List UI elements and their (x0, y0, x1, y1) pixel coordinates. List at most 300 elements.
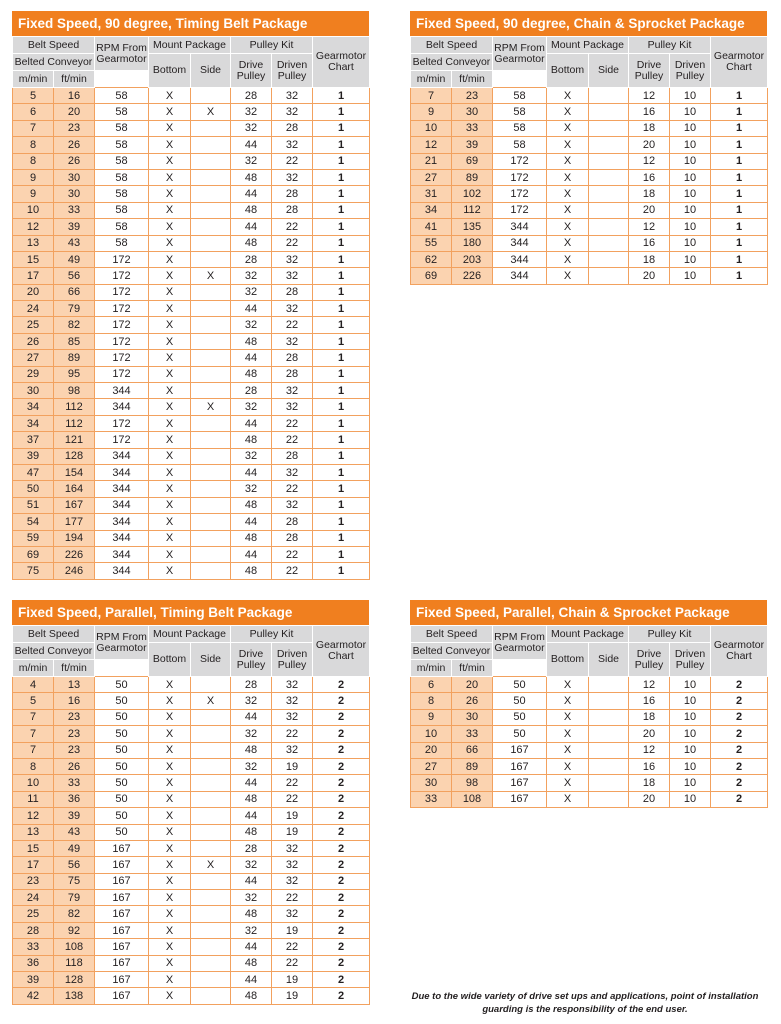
table-row (411, 268, 768, 284)
driven-pulley-cell: 10 (670, 726, 711, 742)
table-title: Fixed Speed, 90 degree, Timing Belt Package (12, 11, 369, 36)
side-mount-cell (191, 432, 231, 448)
speed-m-min-cell: 5 (13, 88, 54, 104)
speed-m-min-cell: 7 (411, 88, 452, 104)
driven-pulley-cell: 10 (670, 791, 711, 807)
gearmotor-chart-cell: 1 (711, 88, 768, 104)
gearmotor-chart-cell: 2 (711, 693, 768, 709)
bottom-mount-cell: X (149, 88, 191, 104)
bottom-mount-cell: X (149, 791, 191, 807)
side-mount-cell (191, 890, 231, 906)
driven-pulley-cell: 22 (272, 726, 313, 742)
rpm-cell: 344 (493, 251, 547, 267)
rpm-cell: 167 (95, 857, 149, 873)
rpm-cell: 167 (95, 988, 149, 1004)
side-mount-cell (589, 153, 629, 169)
side-mount-cell (191, 906, 231, 922)
speed-ft-min-cell: 108 (54, 939, 95, 955)
rpm-cell: 167 (493, 791, 547, 807)
speed-ft-min-cell: 26 (54, 153, 95, 169)
rpm-cell: 58 (95, 169, 149, 185)
drive-pulley-cell: 48 (231, 530, 272, 546)
speed-ft-min-cell: 226 (452, 268, 493, 284)
rpm-cell: 58 (95, 219, 149, 235)
table-row (13, 301, 370, 317)
speed-ft-min-cell: 30 (54, 186, 95, 202)
bottom-mount-cell: X (149, 350, 191, 366)
driven-pulley-cell: 28 (272, 530, 313, 546)
speed-m-min-cell: 62 (411, 251, 452, 267)
speed-ft-min-cell: 39 (452, 137, 493, 153)
table-row (411, 137, 768, 153)
bottom-mount-cell: X (547, 251, 589, 267)
rpm-cell: 344 (95, 399, 149, 415)
speed-m-min-cell: 26 (13, 333, 54, 349)
driven-pulley-cell: 19 (272, 808, 313, 824)
speed-m-min-cell: 34 (13, 399, 54, 415)
speed-ft-min-cell: 154 (54, 464, 95, 480)
gearmotor-chart-cell: 2 (313, 857, 370, 873)
table-row (13, 366, 370, 382)
drive-pulley-cell: 12 (629, 742, 670, 758)
speed-ft-min-cell: 92 (54, 922, 95, 938)
driven-pulley-cell: 22 (272, 939, 313, 955)
table-row (13, 169, 370, 185)
m-min-header: m/min (13, 660, 54, 677)
driven-pulley-cell: 22 (272, 546, 313, 562)
rpm-cell: 58 (493, 88, 547, 104)
rpm-cell: 344 (95, 546, 149, 562)
drive-pulley-cell: 28 (231, 677, 272, 693)
drive-pulley-cell: 48 (231, 955, 272, 971)
table-row (13, 399, 370, 415)
bottom-mount-cell: X (149, 857, 191, 873)
gearmotor-chart-cell: 2 (711, 775, 768, 791)
bottom-mount-cell: X (149, 890, 191, 906)
side-mount-cell (191, 546, 231, 562)
speed-ft-min-cell: 108 (452, 791, 493, 807)
speed-m-min-cell: 24 (13, 890, 54, 906)
speed-m-min-cell: 21 (411, 153, 452, 169)
gearmotor-chart-cell: 1 (313, 514, 370, 530)
driven-pulley-cell: 22 (272, 481, 313, 497)
rpm-cell: 58 (95, 186, 149, 202)
rpm-cell: 172 (95, 415, 149, 431)
speed-m-min-cell: 9 (13, 186, 54, 202)
speed-m-min-cell: 7 (13, 742, 54, 758)
driven-pulley-cell: 28 (272, 366, 313, 382)
table-row (13, 775, 370, 791)
table-row (411, 742, 768, 758)
speed-m-min-cell: 23 (13, 873, 54, 889)
rpm-header: RPM From Gearmotor (95, 626, 149, 660)
speed-table (410, 36, 768, 285)
speed-table (12, 625, 370, 1005)
gearmotor-chart-cell: 2 (313, 742, 370, 758)
drive-pulley-cell: 28 (231, 251, 272, 267)
gearmotor-chart-cell: 1 (711, 235, 768, 251)
speed-ft-min-cell: 16 (54, 693, 95, 709)
speed-m-min-cell: 55 (411, 235, 452, 251)
side-mount-cell: X (191, 268, 231, 284)
table-row (13, 939, 370, 955)
bottom-mount-cell: X (149, 677, 191, 693)
rpm-cell: 167 (493, 742, 547, 758)
side-mount-cell (191, 448, 231, 464)
gearmotor-chart-cell: 1 (711, 251, 768, 267)
bottom-mount-cell: X (547, 202, 589, 218)
rpm-cell: 172 (95, 432, 149, 448)
rpm-cell: 50 (95, 693, 149, 709)
speed-ft-min-cell: 89 (452, 169, 493, 185)
bottom-mount-cell: X (149, 873, 191, 889)
bottom-mount-cell: X (149, 169, 191, 185)
bottom-mount-cell: X (149, 432, 191, 448)
drive-pulley-cell: 44 (231, 546, 272, 562)
side-mount-cell (191, 235, 231, 251)
speed-ft-min-cell: 75 (54, 873, 95, 889)
gearmotor-chart-cell: 1 (313, 399, 370, 415)
bottom-mount-cell: X (149, 464, 191, 480)
gearmotor-chart-cell: 1 (313, 268, 370, 284)
speed-ft-min-cell: 112 (54, 415, 95, 431)
bottom-mount-cell: X (149, 726, 191, 742)
mount-package-header: Mount Package (547, 626, 629, 643)
rpm-cell: 50 (95, 791, 149, 807)
table-row (13, 546, 370, 562)
table-row (13, 693, 370, 709)
speed-m-min-cell: 10 (411, 120, 452, 136)
side-mount-cell (191, 366, 231, 382)
rpm-cell: 167 (95, 840, 149, 856)
bottom-mount-cell: X (149, 563, 191, 579)
gearmotor-chart-cell: 1 (313, 530, 370, 546)
table-panel-parallel-chain-sprocket (410, 600, 767, 808)
bottom-mount-cell: X (149, 922, 191, 938)
side-mount-cell (191, 383, 231, 399)
table-row (13, 186, 370, 202)
drive-pulley-cell: 20 (629, 726, 670, 742)
gearmotor-chart-cell: 1 (313, 301, 370, 317)
speed-m-min-cell: 7 (13, 726, 54, 742)
rpm-header: RPM From Gearmotor (493, 626, 547, 660)
driven-pulley-cell: 32 (272, 464, 313, 480)
side-header: Side (589, 643, 629, 677)
speed-ft-min-cell: 82 (54, 317, 95, 333)
driven-pulley-cell: 22 (272, 219, 313, 235)
side-mount-cell (191, 186, 231, 202)
bottom-mount-cell: X (149, 268, 191, 284)
table-row (13, 906, 370, 922)
drive-pulley-cell: 32 (231, 693, 272, 709)
gearmotor-chart-cell: 2 (313, 939, 370, 955)
speed-ft-min-cell: 30 (452, 104, 493, 120)
gearmotor-chart-cell: 2 (711, 758, 768, 774)
driven-pulley-cell: 22 (272, 775, 313, 791)
rpm-cell: 344 (95, 563, 149, 579)
table-row (411, 677, 768, 693)
driven-pulley-cell: 22 (272, 432, 313, 448)
rpm-cell: 344 (95, 514, 149, 530)
driven-pulley-cell: 32 (272, 840, 313, 856)
bottom-mount-cell: X (149, 808, 191, 824)
rpm-cell: 50 (95, 726, 149, 742)
speed-ft-min-cell: 118 (54, 955, 95, 971)
speed-m-min-cell: 20 (411, 742, 452, 758)
side-mount-cell (589, 202, 629, 218)
speed-m-min-cell: 12 (13, 219, 54, 235)
drive-pulley-cell: 44 (231, 137, 272, 153)
speed-m-min-cell: 9 (411, 709, 452, 725)
driven-pulley-cell: 10 (670, 709, 711, 725)
speed-ft-min-cell: 30 (54, 169, 95, 185)
ft-min-header: ft/min (452, 660, 493, 677)
gearmotor-chart-cell: 1 (313, 497, 370, 513)
driven-pulley-cell: 19 (272, 988, 313, 1004)
speed-m-min-cell: 4 (13, 677, 54, 693)
gearmotor-chart-cell: 2 (313, 873, 370, 889)
drive-pulley-cell: 12 (629, 677, 670, 693)
speed-m-min-cell: 10 (411, 726, 452, 742)
bottom-mount-cell: X (547, 235, 589, 251)
rpm-cell: 344 (493, 268, 547, 284)
driven-pulley-cell: 32 (272, 137, 313, 153)
bottom-mount-cell: X (149, 955, 191, 971)
side-mount-cell (191, 677, 231, 693)
speed-m-min-cell: 27 (411, 758, 452, 774)
drive-pulley-cell: 20 (629, 202, 670, 218)
table-row (13, 137, 370, 153)
side-mount-cell (589, 791, 629, 807)
driven-pulley-cell: 10 (670, 758, 711, 774)
gearmotor-chart-cell: 2 (313, 906, 370, 922)
bottom-mount-cell: X (149, 104, 191, 120)
table-row (13, 563, 370, 579)
side-mount-cell (191, 922, 231, 938)
gearmotor-chart-cell: 2 (711, 709, 768, 725)
pulley-kit-header: Pulley Kit (629, 626, 711, 643)
speed-ft-min-cell: 36 (54, 791, 95, 807)
table-row (13, 464, 370, 480)
rpm-cell: 344 (493, 235, 547, 251)
table-row (411, 169, 768, 185)
rpm-cell: 58 (95, 235, 149, 251)
side-mount-cell (191, 972, 231, 988)
side-mount-cell (589, 693, 629, 709)
gearmotor-chart-cell: 1 (313, 137, 370, 153)
rpm-cell: 58 (95, 202, 149, 218)
speed-m-min-cell: 9 (13, 169, 54, 185)
side-mount-cell (191, 709, 231, 725)
rpm-cell: 58 (95, 104, 149, 120)
driven-pulley-cell: 10 (670, 169, 711, 185)
drive-pulley-header: Drive Pulley (231, 643, 272, 677)
side-mount-cell (191, 563, 231, 579)
rpm-cell: 50 (493, 726, 547, 742)
mount-package-header: Mount Package (149, 626, 231, 643)
bottom-mount-cell: X (149, 399, 191, 415)
belt-speed-header: Belt Speed (411, 37, 493, 54)
rpm-cell: 167 (95, 873, 149, 889)
speed-ft-min-cell: 194 (54, 530, 95, 546)
table-row (13, 120, 370, 136)
bottom-mount-cell: X (547, 153, 589, 169)
speed-ft-min-cell: 66 (54, 284, 95, 300)
table-row (13, 481, 370, 497)
drive-pulley-cell: 32 (231, 890, 272, 906)
table-row (13, 235, 370, 251)
speed-ft-min-cell: 246 (54, 563, 95, 579)
table-row (13, 808, 370, 824)
side-mount-cell (191, 202, 231, 218)
table-row (13, 317, 370, 333)
speed-m-min-cell: 39 (13, 972, 54, 988)
rpm-cell: 167 (493, 758, 547, 774)
speed-m-min-cell: 8 (13, 153, 54, 169)
speed-ft-min-cell: 39 (54, 219, 95, 235)
table-row (13, 677, 370, 693)
driven-pulley-cell: 32 (272, 169, 313, 185)
speed-m-min-cell: 47 (13, 464, 54, 480)
gearmotor-chart-cell: 2 (313, 808, 370, 824)
gearmotor-chart-cell: 2 (313, 758, 370, 774)
speed-ft-min-cell: 49 (54, 251, 95, 267)
drive-pulley-cell: 48 (231, 432, 272, 448)
speed-ft-min-cell: 89 (452, 758, 493, 774)
speed-m-min-cell: 29 (13, 366, 54, 382)
bottom-mount-cell: X (149, 972, 191, 988)
drive-pulley-cell: 32 (231, 481, 272, 497)
drive-pulley-cell: 18 (629, 709, 670, 725)
drive-pulley-cell: 48 (231, 333, 272, 349)
side-mount-cell: X (191, 857, 231, 873)
rpm-cell: 50 (95, 677, 149, 693)
drive-pulley-cell: 32 (231, 153, 272, 169)
speed-m-min-cell: 15 (13, 251, 54, 267)
bottom-mount-cell: X (149, 775, 191, 791)
table-row (13, 284, 370, 300)
speed-ft-min-cell: 98 (54, 383, 95, 399)
driven-pulley-cell: 32 (272, 693, 313, 709)
speed-ft-min-cell: 128 (54, 972, 95, 988)
bottom-mount-cell: X (547, 726, 589, 742)
table-row (411, 251, 768, 267)
drive-pulley-cell: 48 (231, 202, 272, 218)
safety-footnote: Due to the wide variety of drive set ups and applications, point of installation guarding is the responsibility of the end user. (411, 991, 759, 1015)
speed-m-min-cell: 33 (13, 939, 54, 955)
rpm-cell: 167 (95, 972, 149, 988)
speed-m-min-cell: 12 (13, 808, 54, 824)
bottom-mount-cell: X (149, 824, 191, 840)
mount-package-header: Mount Package (149, 37, 231, 54)
speed-m-min-cell: 25 (13, 317, 54, 333)
driven-pulley-cell: 22 (272, 235, 313, 251)
rpm-cell: 58 (95, 88, 149, 104)
drive-pulley-cell: 48 (231, 988, 272, 1004)
table-row (13, 742, 370, 758)
gearmotor-chart-cell: 1 (313, 350, 370, 366)
rpm-cell: 50 (95, 808, 149, 824)
side-mount-cell (191, 301, 231, 317)
drive-pulley-cell: 32 (231, 922, 272, 938)
rpm-cell: 344 (493, 219, 547, 235)
drive-pulley-cell: 32 (231, 857, 272, 873)
pulley-kit-header: Pulley Kit (629, 37, 711, 54)
bottom-mount-cell: X (149, 317, 191, 333)
driven-pulley-header: Driven Pulley (272, 643, 313, 677)
gearmotor-chart-cell: 1 (313, 104, 370, 120)
bottom-mount-cell: X (547, 693, 589, 709)
table-row (411, 104, 768, 120)
table-row (411, 219, 768, 235)
table-title: Fixed Speed, Parallel, Chain & Sprocket Package (410, 600, 767, 625)
gearmotor-chart-cell: 1 (313, 88, 370, 104)
speed-ft-min-cell: 167 (54, 497, 95, 513)
speed-m-min-cell: 42 (13, 988, 54, 1004)
speed-m-min-cell: 50 (13, 481, 54, 497)
side-mount-cell: X (191, 399, 231, 415)
speed-ft-min-cell: 30 (452, 709, 493, 725)
drive-pulley-cell: 18 (629, 186, 670, 202)
bottom-mount-cell: X (149, 284, 191, 300)
driven-pulley-cell: 32 (272, 857, 313, 873)
table-row (13, 251, 370, 267)
drive-pulley-cell: 32 (231, 317, 272, 333)
gearmotor-chart-cell: 2 (313, 922, 370, 938)
rpm-cell: 58 (493, 120, 547, 136)
side-mount-cell (589, 775, 629, 791)
speed-ft-min-cell: 112 (452, 202, 493, 218)
table-row (13, 530, 370, 546)
gearmotor-chart-cell: 1 (313, 333, 370, 349)
driven-pulley-cell: 32 (272, 399, 313, 415)
side-mount-cell (191, 153, 231, 169)
speed-m-min-cell: 24 (13, 301, 54, 317)
driven-pulley-cell: 19 (272, 922, 313, 938)
bottom-mount-cell: X (547, 758, 589, 774)
speed-ft-min-cell: 121 (54, 432, 95, 448)
drive-pulley-cell: 44 (231, 709, 272, 725)
driven-pulley-cell: 19 (272, 758, 313, 774)
driven-pulley-cell: 22 (272, 563, 313, 579)
speed-ft-min-cell: 69 (452, 153, 493, 169)
drive-pulley-cell: 48 (231, 366, 272, 382)
gearmotor-chart-cell: 2 (711, 677, 768, 693)
speed-m-min-cell: 36 (13, 955, 54, 971)
driven-pulley-cell: 22 (272, 317, 313, 333)
side-mount-cell (191, 873, 231, 889)
speed-ft-min-cell: 56 (54, 268, 95, 284)
driven-pulley-cell: 10 (670, 219, 711, 235)
side-mount-cell (191, 415, 231, 431)
drive-pulley-cell: 44 (231, 775, 272, 791)
drive-pulley-cell: 44 (231, 415, 272, 431)
belted-conveyor-header: Belted Conveyor (13, 54, 95, 71)
table-row (13, 988, 370, 1004)
speed-m-min-cell: 27 (13, 350, 54, 366)
bottom-mount-cell: X (149, 415, 191, 431)
side-mount-cell (589, 186, 629, 202)
speed-ft-min-cell: 98 (452, 775, 493, 791)
bottom-mount-cell: X (149, 235, 191, 251)
speed-ft-min-cell: 164 (54, 481, 95, 497)
table-row (13, 791, 370, 807)
belted-conveyor-header: Belted Conveyor (13, 643, 95, 660)
bottom-mount-cell: X (547, 742, 589, 758)
speed-ft-min-cell: 33 (452, 726, 493, 742)
rpm-cell: 167 (493, 775, 547, 791)
drive-pulley-cell: 20 (629, 791, 670, 807)
